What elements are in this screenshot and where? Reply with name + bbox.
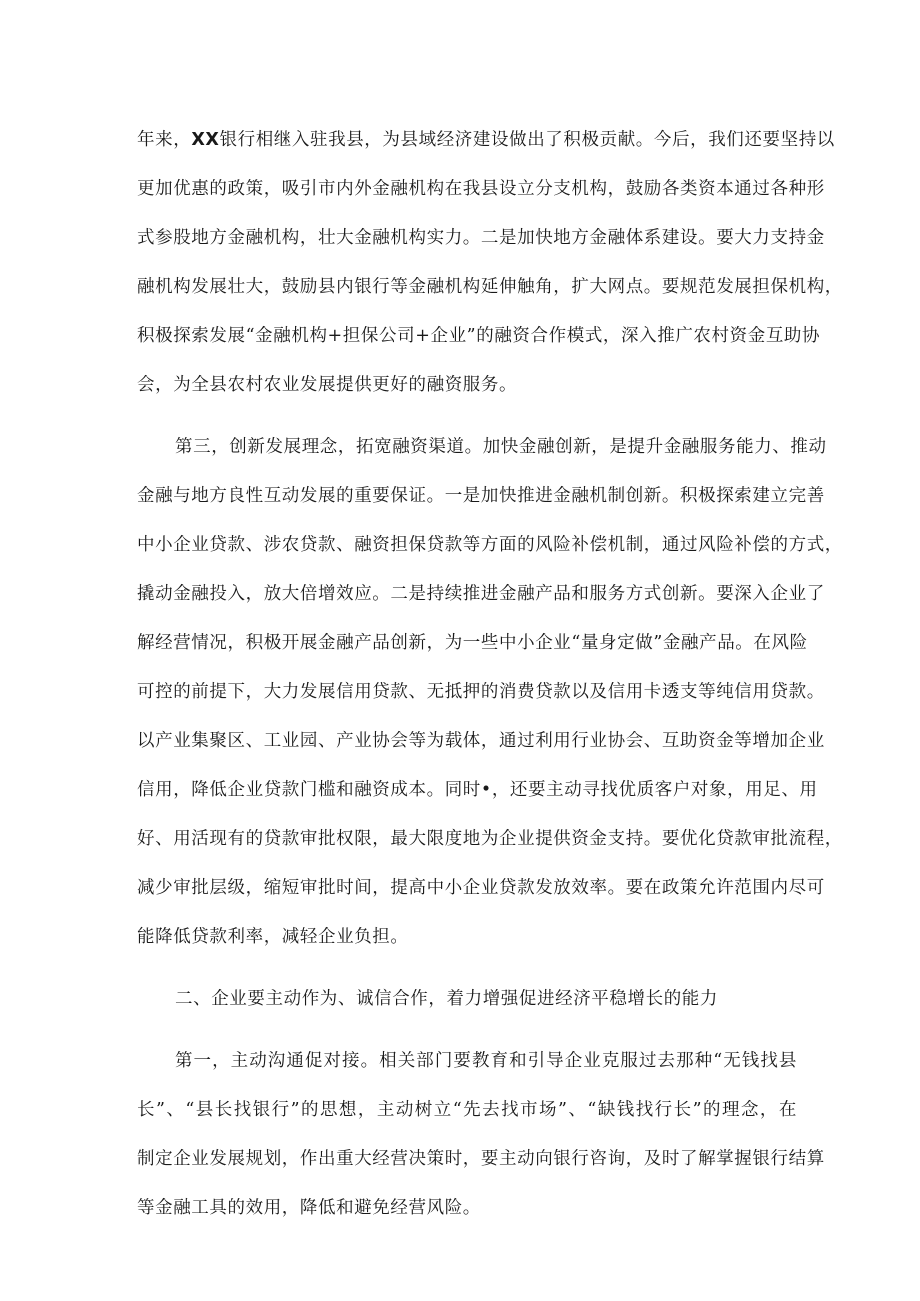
paragraph-1 [137,116,843,410]
bank-name-placeholder: XX [191,130,220,150]
text-line: 式参股地方金融机构，壮大金融机构实力。二是加快地方金融体系建设。要大力支持金 [137,228,825,248]
text-line: 等金融工具的效用，降低和避免经营风险。 [137,1198,481,1218]
text-line: 融机构发展壮大，鼓励县内银行等金融机构延伸触角，扩大网点。要规范发展担保机构， [137,277,843,297]
text-line: 解经营情况，积极开展金融产品创新，为一些中小企业“量身定做”金融产品。在风险 [137,633,808,653]
text-line: 可控的前提下，大力发展信用贷款、无抵押的消费贷款以及信用卡透支等纯信用贷款。 [137,682,825,702]
text-line: 第三，创新发展理念，拓宽融资渠道。加快金融创新，是提升金融服务能力、推动 [175,437,827,457]
text-line: 减少审批层级，缩短审批时间，提高中小企业贷款发放效率。要在政策允许范围内尽可 [137,878,825,898]
paragraph-3 [137,1037,825,1233]
text-line: 能降低贷款利率，减轻企业负担。 [137,927,409,947]
text-line: 更加优惠的政策，吸引市内外金融机构在我县设立分支机构，鼓励各类资本通过各种形 [137,179,825,199]
text-line: 会，为全县农村农业发展提供更好的融资服务。 [137,375,518,395]
text-line: 制定企业发展规划，作出重大经营决策时，要主动向银行咨询，及时了解掌握银行结算 [137,1149,825,1169]
text-line: 撬动金融投入，放大倍增效应。二是持续推进金融产品和服务方式创新。要深入企业了 [137,584,825,604]
text-line: 第一，主动沟通促对接。相关部门要教育和引导企业克服过去那种“无钱找县 [175,1051,797,1071]
section-heading [137,975,797,1024]
text-line: 好、用活现有的贷款审批权限，最大限度地为企业提供资金支持。要优化贷款审批流程， [137,829,843,849]
text-line: 中小企业贷款、涉农贷款、融资担保贷款等方面的风险补偿机制，通过风险补偿的方式， [137,535,843,555]
paragraph-2 [137,423,843,962]
document-body [137,116,843,1233]
text-line: 信用，降低企业贷款门槛和融资成本。同时•，还要主动寻找优质客户对象，用足、用 [137,780,818,800]
text-line: 金融与地方良性互动发展的重要保证。一是加快推进金融机制创新。积极探索建立完善 [137,486,825,506]
text-line: 以产业集聚区、工业园、产业协会等为载体，通过利用行业协会、互助资金等增加企业 [137,731,825,751]
text-line: 积极探索发展“金融机构+担保公司+企业”的融资合作模式，深入推广农村资金互助协 [137,326,821,346]
text-line: 长”、“县长找银行”的思想，主动树立“先去找市场”、“缺钱找行长”的理念，在 [137,1100,797,1120]
heading-line: 二、企业要主动作为、诚信合作，着力增强促进经济平稳增长的能力 [175,989,718,1009]
text-line: 年来，XX银行相继入驻我县，为县域经济建设做出了积极贡献。今后，我们还要坚持以 [137,130,835,150]
